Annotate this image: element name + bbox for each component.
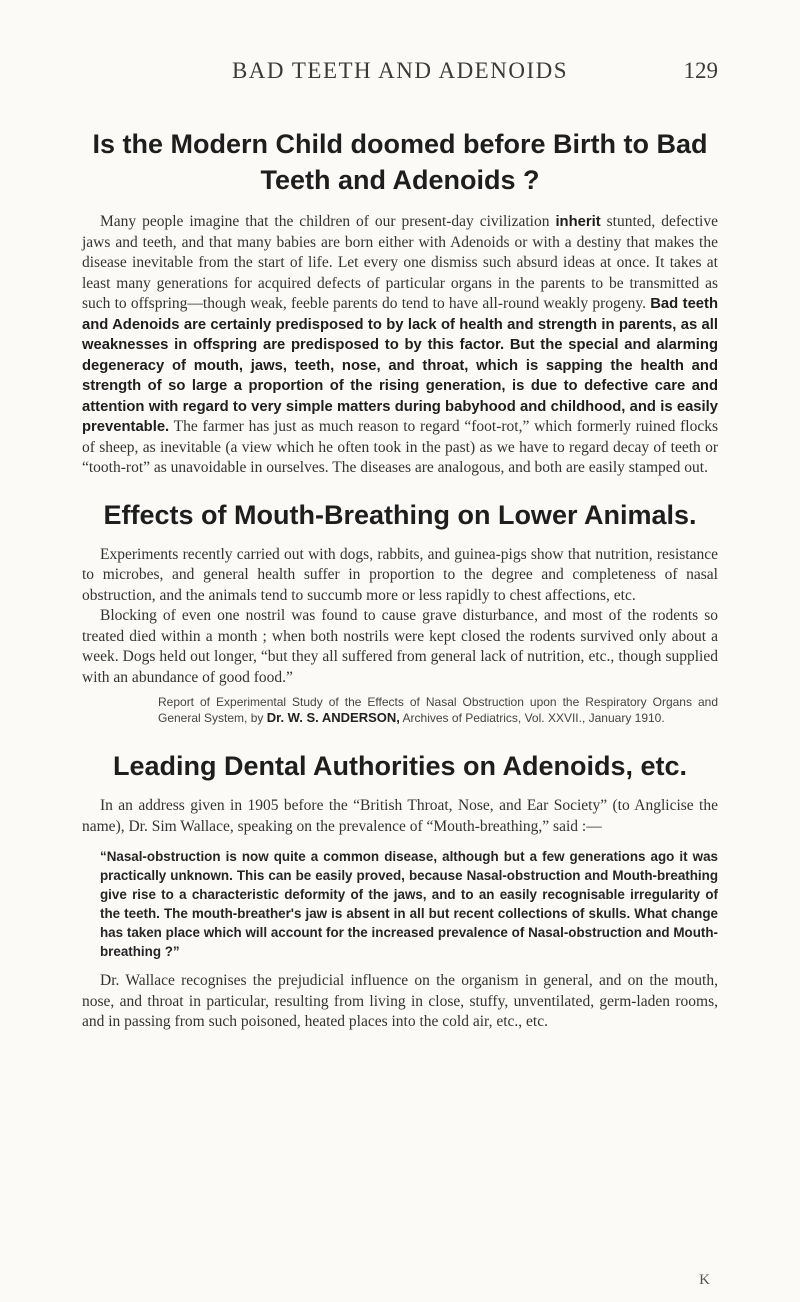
paragraph-address: In an address given in 1905 before the “British Throat, Nose, and Ear Society” (to Anglicise the name), Dr. Sim Wallace, speaking on the prevalence of “Mouth-breathing,” said :— — [82, 797, 718, 835]
paragraph-wallace: Dr. Wallace recognises the prejudicial influence on the organism in general, and on the mouth, nose, and throat in particular, resulting from living in close, stuffy, unventilated, germ-laden rooms, and in passing from such poisoned, heated places into the cold air, etc., etc. — [82, 972, 718, 1030]
section-title-dental-authorities: Leading Dental Authorities on Adenoids, etc. — [112, 751, 688, 781]
signature-mark: K — [699, 1272, 710, 1288]
text-run: Many people imagine that the children of our present-day civilization — [100, 213, 556, 230]
emphasis-bad-teeth-statement: Bad teeth and Adenoids are certainly predisposed to by lack of health and strength in parents, as all weaknesses in offspring are predisposed to by this factor. But the special and alarming degeneracy of mouth, jaws, teeth, nose, and throat, which is sapping the health and strength of so large a proportion of the rising generation, is due to defective care and attention with regard to very simple matters during babyhood and childhood, and is easily preventable. — [82, 296, 719, 435]
emphasis-inherit: inherit — [555, 214, 601, 230]
block-quote-wallace: “Nasal-obstruction is now quite a common disease, although but a few generations ago it was practically unknown. This can be easily proved, because Nasal-obstruction and Mouth-breathing give rise to a characteristic deformity of the jaws, and to an easily recognisable irregularity of the teeth. The mouth-breather's jaw is absent in all but recent collections of skulls. What change has taken place which will account for the increased prevalence of Nasal-obstruction and Mouth-breathing ?” — [100, 849, 718, 959]
paragraph-modern-child — [82, 212, 718, 479]
citation-text: Report of Experimental Study of the Effects of Nasal Obstruction upon the Respiratory Organs and General System, by — [158, 695, 718, 725]
text-run: The farmer has just as much reason to regard “foot-rot,” which formerly ruined flocks of sheep, as inevitable (a view which he often took in the past) as we have to regard decay of teeth or “tooth-rot” as unavoidable in ourselves. The diseases are analogous, and both are easily stamped out. — [82, 418, 718, 476]
page-content — [82, 126, 718, 1033]
running-head — [82, 58, 718, 88]
citation — [158, 694, 718, 726]
citation-text: Archives of Pediatrics, Vol. XXVII., January 1910. — [399, 711, 665, 725]
citation-author: Dr. W. S. ANDERSON, — [266, 710, 400, 725]
paragraph-nostril-blocking: Blocking of even one nostril was found to cause grave disturbance, and most of the rodents so treated died within a month ; when both nostrils were kept closed the rodents survived only about a week. Dogs held out longer, “but they all suffered from general lack of nutrition, etc., though supplied with an abundance of good food.” — [82, 607, 718, 686]
text-run: stunted, defective jaws and teeth, and that many babies are born either with Adenoids or with a destiny that makes the disease inevitable from the start of life. Let every one dismiss such absurd ideas at once. It takes at least many generations for acquired defects of particular organs in the parents to be transmitted as such to offspring—though weak, feeble parents do tend to have all-round weakly progeny. — [82, 213, 718, 312]
section-title-modern-child: Is the Modern Child doomed before Birth to Bad Teeth and Adenoids ? — [92, 129, 708, 195]
page-number: 129 — [683, 58, 718, 83]
running-title: BAD TEETH AND ADENOIDS — [231, 58, 569, 83]
section-title-mouth-breathing-animals: Effects of Mouth-Breathing on Lower Animals. — [103, 499, 697, 530]
paragraph-experiments: Experiments recently carried out with dogs, rabbits, and guinea-pigs show that nutrition, resistance to microbes, and general health suffer in proportion to the degree and completeness of nasal obstruction, and the animals tend to succumb more or less rapidly to chest affections, etc. — [82, 545, 718, 604]
